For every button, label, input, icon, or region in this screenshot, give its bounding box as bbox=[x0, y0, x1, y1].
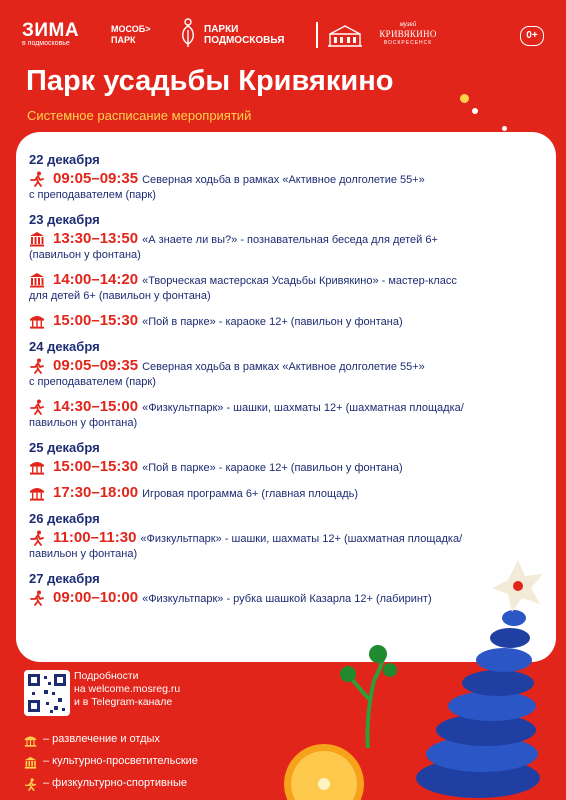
footer-line-3: и в Telegram-канале bbox=[74, 696, 173, 708]
event-description-continued: для детей 6+ (павильон у фонтана) bbox=[29, 290, 211, 302]
krivyakino-logo-pre: музей bbox=[399, 22, 417, 28]
museum-icon bbox=[24, 755, 37, 768]
age-rating-badge: 0+ bbox=[520, 26, 544, 46]
carousel-icon bbox=[29, 313, 45, 329]
parki-logo-line1: ПАРКИ bbox=[204, 24, 239, 35]
schedule-event[interactable] bbox=[29, 398, 514, 431]
zima-logo-subtitle: в подмосковье bbox=[22, 40, 70, 47]
museum-icon bbox=[29, 231, 45, 247]
zima-logo[interactable] bbox=[22, 22, 79, 48]
event-first-line bbox=[29, 271, 514, 289]
legend-label: – культурно-просветительские bbox=[43, 755, 198, 767]
schedule-date: 24 декабря bbox=[29, 339, 100, 354]
mosobpark-logo-line1: МОСОБ> bbox=[111, 24, 151, 34]
runner-icon bbox=[29, 530, 45, 546]
event-description: Северная ходьба в рамках «Активное долголетие 55+» bbox=[142, 174, 425, 186]
legend bbox=[24, 728, 198, 794]
event-time: 15:00–15:30 bbox=[53, 312, 139, 329]
legend-item bbox=[24, 772, 198, 794]
event-description: «Пой в парке» - караоке 12+ (павильон у фонтана) bbox=[142, 316, 403, 328]
legend-item bbox=[24, 750, 198, 772]
decor-dot-white-2 bbox=[502, 126, 507, 131]
event-time: 09:00–10:00 bbox=[53, 589, 139, 606]
event-description-continued: павильон у фонтана) bbox=[29, 548, 138, 560]
legend-item bbox=[24, 728, 198, 750]
event-description: «Пой в парке» - караоке 12+ (павильон у фонтана) bbox=[142, 462, 403, 474]
schedule-day bbox=[29, 338, 514, 431]
event-first-line bbox=[29, 484, 514, 502]
event-description-continued: с преподавателем (парк) bbox=[29, 376, 156, 388]
decor-orange-slice bbox=[282, 742, 366, 800]
event-description: «А знаете ли вы?» - познавательная беседа для детей 6+ bbox=[142, 234, 438, 246]
event-time: 15:00–15:30 bbox=[53, 458, 139, 475]
event-description: «Физкультпарк» - шашки, шахматы 12+ (шахматная площадка/ bbox=[142, 402, 464, 414]
event-description: «Физкультпарк» - рубка шашкой Казарла 12+ (лабиринт) bbox=[142, 593, 432, 605]
runner-icon bbox=[24, 777, 37, 790]
event-time: 09:05–09:35 bbox=[53, 170, 139, 187]
event-first-line bbox=[29, 398, 514, 416]
schedule-event[interactable] bbox=[29, 312, 514, 330]
parki-tree-icon bbox=[178, 18, 198, 48]
zima-logo-title: ЗИМА bbox=[22, 20, 80, 41]
footer-line-1: Подробности bbox=[74, 670, 139, 682]
event-time: 14:30–15:00 bbox=[53, 398, 139, 415]
event-first-line bbox=[29, 312, 514, 330]
runner-icon bbox=[29, 358, 45, 374]
schedule-event[interactable] bbox=[29, 230, 514, 263]
schedule-event[interactable] bbox=[29, 484, 514, 502]
event-description: «Творческая мастерская Усадьбы Кривякино» - мастер-класс bbox=[142, 275, 457, 287]
event-first-line bbox=[29, 458, 514, 476]
schedule-day bbox=[29, 151, 514, 203]
schedule-date: 25 декабря bbox=[29, 440, 100, 455]
schedule-date: 23 декабря bbox=[29, 212, 100, 227]
qr-code-icon[interactable] bbox=[24, 670, 70, 716]
event-description: «Физкультпарк» - шашки, шахматы 12+ (шахматная площадка/ bbox=[140, 533, 463, 545]
event-description-continued: с преподавателем (парк) bbox=[29, 189, 156, 201]
mosobpark-logo[interactable] bbox=[111, 24, 151, 46]
event-first-line bbox=[29, 357, 514, 375]
schedule-day bbox=[29, 211, 514, 330]
event-time: 17:30–18:00 bbox=[53, 484, 139, 501]
header bbox=[0, 0, 566, 60]
schedule-date: 22 декабря bbox=[29, 152, 100, 167]
legend-label: – физкультурно-спортивные bbox=[43, 777, 187, 789]
page-subtitle: Системное расписание мероприятий bbox=[27, 108, 252, 123]
page-title: Парк усадьбы Кривякино bbox=[26, 65, 394, 97]
decor-dot-white-1 bbox=[472, 108, 478, 114]
decor-christmas-tree bbox=[388, 540, 566, 800]
schedule-event[interactable] bbox=[29, 170, 514, 203]
krivyakino-logo-post: ВОСКРЕСЕНСК bbox=[383, 40, 433, 46]
schedule-event[interactable] bbox=[29, 458, 514, 476]
parki-logo-line2: ПОДМОСКОВЬЯ bbox=[204, 35, 285, 46]
schedule-date: 27 декабря bbox=[29, 571, 100, 586]
runner-icon bbox=[29, 590, 45, 606]
carousel-icon bbox=[29, 459, 45, 475]
parki-podmoskovya-logo[interactable] bbox=[204, 24, 284, 46]
museum-icon bbox=[29, 272, 45, 288]
event-time: 14:00–14:20 bbox=[53, 271, 139, 288]
event-description: Северная ходьба в рамках «Активное долголетие 55+» bbox=[142, 361, 425, 373]
event-time: 09:05–09:35 bbox=[53, 357, 139, 374]
event-description-continued: (павильон у фонтана) bbox=[29, 249, 141, 261]
event-description: Игровая программа 6+ (главная площадь) bbox=[142, 488, 359, 500]
event-time: 13:30–13:50 bbox=[53, 230, 139, 247]
krivyakino-logo-main: КРИВЯКИНО bbox=[379, 29, 437, 39]
footer-line-2[interactable]: на welcome.mosreg.ru bbox=[74, 683, 181, 695]
event-first-line bbox=[29, 170, 514, 188]
manor-building-icon bbox=[326, 24, 364, 48]
krivyakino-museum-logo[interactable] bbox=[374, 22, 442, 46]
event-first-line bbox=[29, 230, 514, 248]
schedule-day bbox=[29, 439, 514, 502]
runner-icon bbox=[29, 399, 45, 415]
schedule-date: 26 декабря bbox=[29, 511, 100, 526]
header-divider bbox=[316, 22, 318, 48]
schedule-event[interactable] bbox=[29, 271, 514, 304]
legend-label: – развлечение и отдых bbox=[43, 733, 160, 745]
schedule-event[interactable] bbox=[29, 357, 514, 390]
carousel-icon bbox=[24, 733, 37, 746]
mosobpark-logo-line2: ПАРК bbox=[111, 35, 136, 45]
footer-info bbox=[74, 670, 180, 709]
decor-dot-yellow bbox=[460, 94, 469, 103]
runner-icon bbox=[29, 171, 45, 187]
decor-berry-branch bbox=[330, 640, 400, 750]
carousel-icon bbox=[29, 485, 45, 501]
event-time: 11:00–11:30 bbox=[53, 529, 137, 546]
event-description-continued: павильон у фонтана) bbox=[29, 417, 138, 429]
